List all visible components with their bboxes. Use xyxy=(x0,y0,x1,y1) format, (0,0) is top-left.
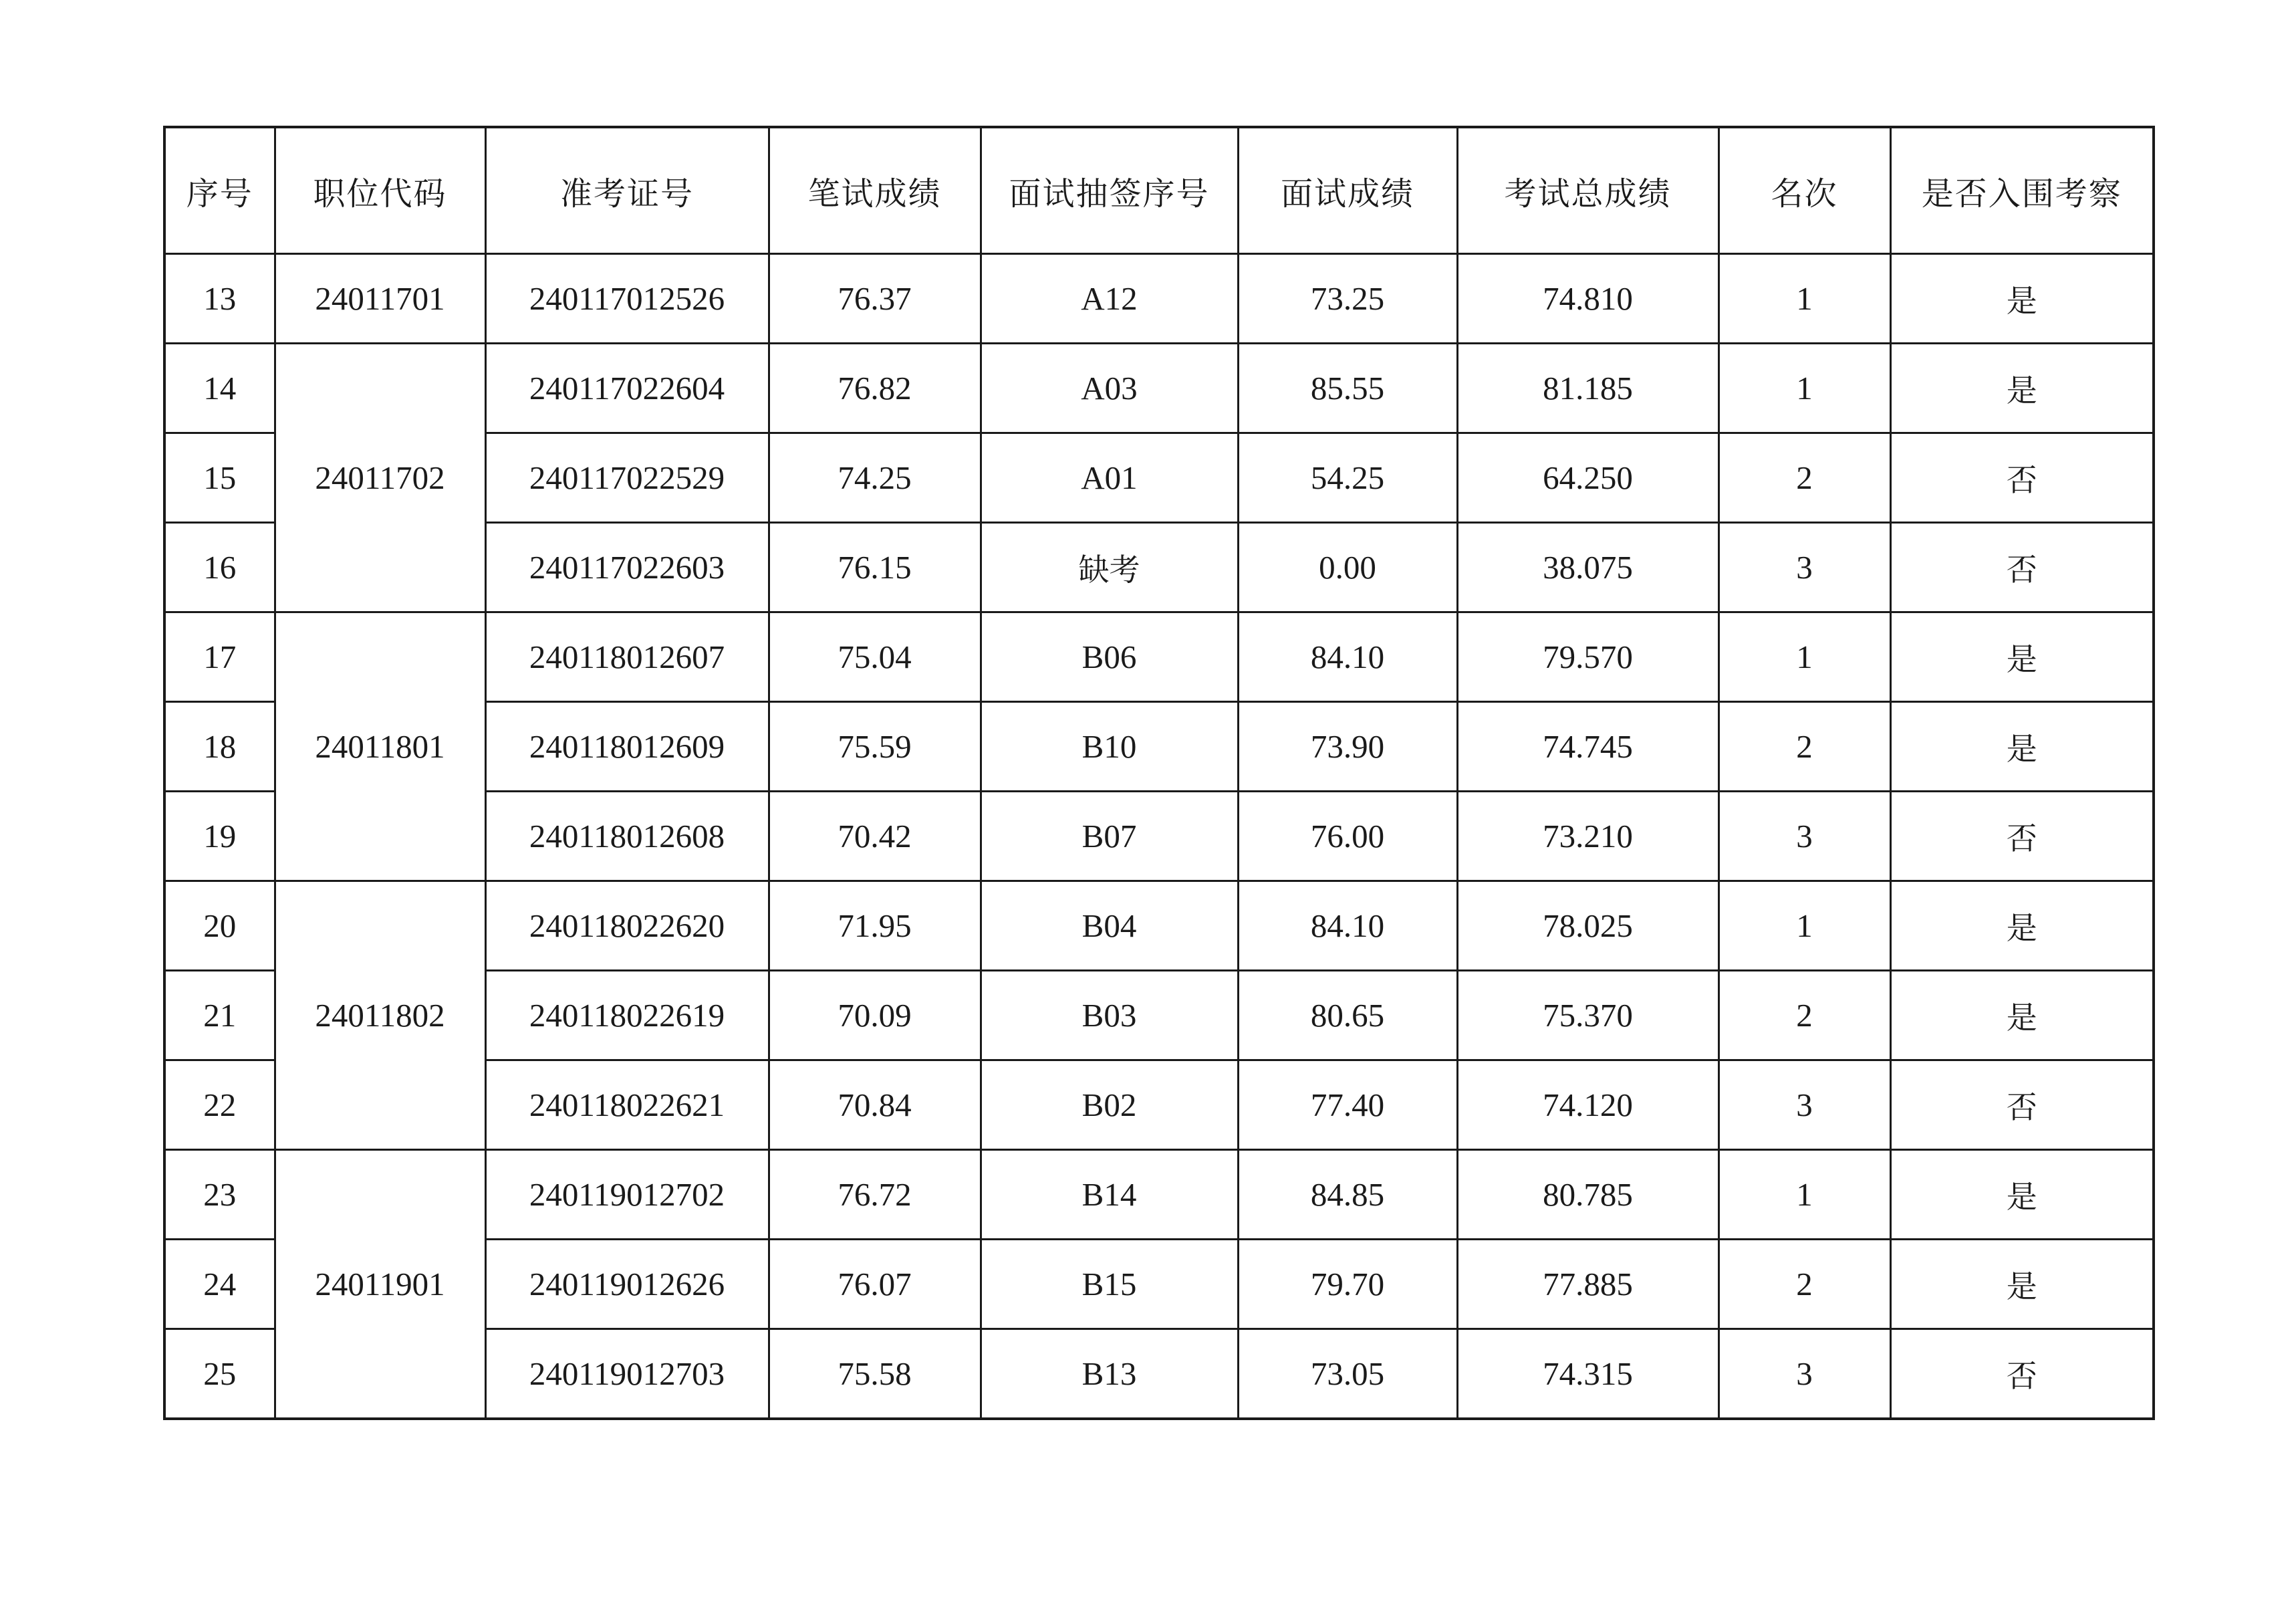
cell-total-score: 74.315 xyxy=(1457,1329,1718,1419)
cell-interview-draw: 缺考 xyxy=(981,523,1238,612)
cell-rank: 1 xyxy=(1718,612,1890,702)
cell-ticket-number: 240118022619 xyxy=(485,971,769,1060)
cell-written-score: 74.25 xyxy=(769,433,981,523)
cell-written-score: 76.82 xyxy=(769,344,981,433)
cell-rank: 3 xyxy=(1718,523,1890,612)
cell-shortlisted: 否 xyxy=(1890,523,2154,612)
cell-written-score: 70.42 xyxy=(769,792,981,881)
cell-interview-draw: B10 xyxy=(981,702,1238,792)
table-row xyxy=(164,881,2154,971)
cell-interview-draw: B07 xyxy=(981,792,1238,881)
cell-interview-score: 85.55 xyxy=(1238,344,1457,433)
cell-interview-score: 80.65 xyxy=(1238,971,1457,1060)
cell-shortlisted: 否 xyxy=(1890,1329,2154,1419)
cell-rank: 3 xyxy=(1718,1060,1890,1150)
cell-seq: 23 xyxy=(164,1150,275,1240)
cell-shortlisted: 是 xyxy=(1890,254,2154,344)
header-rank: 名次 xyxy=(1718,127,1890,254)
cell-seq: 24 xyxy=(164,1240,275,1329)
cell-interview-score: 76.00 xyxy=(1238,792,1457,881)
cell-shortlisted: 是 xyxy=(1890,1150,2154,1240)
header-seq: 序号 xyxy=(164,127,275,254)
cell-ticket-number: 240119012702 xyxy=(485,1150,769,1240)
table-row xyxy=(164,1150,2154,1240)
cell-seq: 17 xyxy=(164,612,275,702)
cell-written-score: 70.84 xyxy=(769,1060,981,1150)
cell-interview-score: 77.40 xyxy=(1238,1060,1457,1150)
cell-interview-score: 84.10 xyxy=(1238,881,1457,971)
cell-total-score: 74.120 xyxy=(1457,1060,1718,1150)
cell-seq: 18 xyxy=(164,702,275,792)
cell-written-score: 75.59 xyxy=(769,702,981,792)
cell-ticket-number: 240118012607 xyxy=(485,612,769,702)
cell-ticket-number: 240117012526 xyxy=(485,254,769,344)
cell-written-score: 75.58 xyxy=(769,1329,981,1419)
cell-written-score: 76.15 xyxy=(769,523,981,612)
cell-ticket-number: 240119012703 xyxy=(485,1329,769,1419)
table-row xyxy=(164,254,2154,344)
cell-interview-draw: A12 xyxy=(981,254,1238,344)
cell-seq: 19 xyxy=(164,792,275,881)
cell-rank: 2 xyxy=(1718,1240,1890,1329)
cell-shortlisted: 是 xyxy=(1890,612,2154,702)
cell-interview-draw: B13 xyxy=(981,1329,1238,1419)
cell-rank: 2 xyxy=(1718,702,1890,792)
cell-seq: 16 xyxy=(164,523,275,612)
cell-total-score: 74.810 xyxy=(1457,254,1718,344)
cell-interview-draw: A01 xyxy=(981,433,1238,523)
table-row xyxy=(164,612,2154,702)
header-position-code: 职位代码 xyxy=(275,127,485,254)
cell-ticket-number: 240119012626 xyxy=(485,1240,769,1329)
cell-position-code: 24011701 xyxy=(275,254,485,344)
score-table xyxy=(163,126,2155,1420)
cell-interview-score: 0.00 xyxy=(1238,523,1457,612)
cell-interview-draw: B02 xyxy=(981,1060,1238,1150)
cell-rank: 1 xyxy=(1718,881,1890,971)
cell-shortlisted: 是 xyxy=(1890,1240,2154,1329)
cell-total-score: 80.785 xyxy=(1457,1150,1718,1240)
cell-written-score: 76.07 xyxy=(769,1240,981,1329)
cell-ticket-number: 240118022620 xyxy=(485,881,769,971)
cell-position-code: 24011901 xyxy=(275,1150,485,1419)
cell-ticket-number: 240117022603 xyxy=(485,523,769,612)
cell-seq: 14 xyxy=(164,344,275,433)
cell-interview-score: 73.90 xyxy=(1238,702,1457,792)
cell-seq: 13 xyxy=(164,254,275,344)
cell-rank: 2 xyxy=(1718,433,1890,523)
cell-ticket-number: 240118012609 xyxy=(485,702,769,792)
cell-total-score: 77.885 xyxy=(1457,1240,1718,1329)
cell-shortlisted: 是 xyxy=(1890,971,2154,1060)
cell-interview-draw: A03 xyxy=(981,344,1238,433)
header-row xyxy=(164,127,2154,254)
cell-interview-draw: B03 xyxy=(981,971,1238,1060)
cell-position-code: 24011702 xyxy=(275,344,485,612)
cell-shortlisted: 是 xyxy=(1890,881,2154,971)
cell-total-score: 64.250 xyxy=(1457,433,1718,523)
cell-rank: 1 xyxy=(1718,254,1890,344)
cell-position-code: 24011801 xyxy=(275,612,485,881)
cell-position-code: 24011802 xyxy=(275,881,485,1150)
cell-written-score: 76.37 xyxy=(769,254,981,344)
cell-written-score: 76.72 xyxy=(769,1150,981,1240)
cell-seq: 15 xyxy=(164,433,275,523)
cell-total-score: 73.210 xyxy=(1457,792,1718,881)
cell-total-score: 78.025 xyxy=(1457,881,1718,971)
cell-interview-score: 73.25 xyxy=(1238,254,1457,344)
header-interview-draw: 面试抽签序号 xyxy=(981,127,1238,254)
cell-interview-score: 73.05 xyxy=(1238,1329,1457,1419)
cell-ticket-number: 240118022621 xyxy=(485,1060,769,1150)
cell-interview-score: 54.25 xyxy=(1238,433,1457,523)
cell-seq: 25 xyxy=(164,1329,275,1419)
cell-written-score: 70.09 xyxy=(769,971,981,1060)
cell-total-score: 38.075 xyxy=(1457,523,1718,612)
cell-rank: 1 xyxy=(1718,344,1890,433)
cell-rank: 1 xyxy=(1718,1150,1890,1240)
cell-interview-score: 79.70 xyxy=(1238,1240,1457,1329)
cell-ticket-number: 240118012608 xyxy=(485,792,769,881)
cell-interview-draw: B15 xyxy=(981,1240,1238,1329)
cell-total-score: 81.185 xyxy=(1457,344,1718,433)
cell-ticket-number: 240117022604 xyxy=(485,344,769,433)
cell-written-score: 71.95 xyxy=(769,881,981,971)
cell-shortlisted: 是 xyxy=(1890,344,2154,433)
cell-shortlisted: 是 xyxy=(1890,702,2154,792)
cell-total-score: 75.370 xyxy=(1457,971,1718,1060)
table-row xyxy=(164,344,2154,433)
table-header xyxy=(164,127,2154,254)
cell-rank: 3 xyxy=(1718,792,1890,881)
cell-ticket-number: 240117022529 xyxy=(485,433,769,523)
cell-seq: 22 xyxy=(164,1060,275,1150)
cell-shortlisted: 否 xyxy=(1890,1060,2154,1150)
cell-shortlisted: 否 xyxy=(1890,792,2154,881)
table-body xyxy=(164,254,2154,1419)
header-total-score: 考试总成绩 xyxy=(1457,127,1718,254)
cell-written-score: 75.04 xyxy=(769,612,981,702)
cell-interview-draw: B06 xyxy=(981,612,1238,702)
cell-shortlisted: 否 xyxy=(1890,433,2154,523)
cell-interview-draw: B14 xyxy=(981,1150,1238,1240)
cell-interview-draw: B04 xyxy=(981,881,1238,971)
cell-seq: 20 xyxy=(164,881,275,971)
cell-seq: 21 xyxy=(164,971,275,1060)
cell-interview-score: 84.85 xyxy=(1238,1150,1457,1240)
header-interview-score: 面试成绩 xyxy=(1238,127,1457,254)
cell-interview-score: 84.10 xyxy=(1238,612,1457,702)
cell-total-score: 74.745 xyxy=(1457,702,1718,792)
header-ticket-number: 准考证号 xyxy=(485,127,769,254)
cell-total-score: 79.570 xyxy=(1457,612,1718,702)
cell-rank: 3 xyxy=(1718,1329,1890,1419)
header-shortlisted: 是否入围考察 xyxy=(1890,127,2154,254)
header-written-score: 笔试成绩 xyxy=(769,127,981,254)
cell-rank: 2 xyxy=(1718,971,1890,1060)
